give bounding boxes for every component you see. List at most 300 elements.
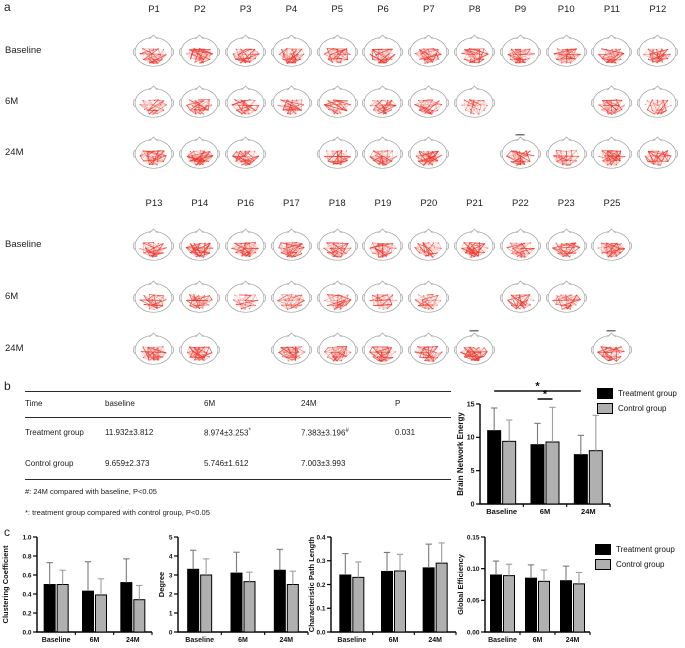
brain-topology-head <box>131 134 176 172</box>
timepoint-row-label: 6M <box>5 291 19 302</box>
x-tick-label: 6M <box>388 637 399 644</box>
y-tick-label: 0 <box>470 501 475 509</box>
head-cell-p5-6m <box>315 83 360 126</box>
nose <box>516 137 524 141</box>
footnote-hash: #: 24M compared with baseline, P<0.05 <box>25 487 157 496</box>
x-tick-label: 6M <box>532 637 543 644</box>
network-edges <box>233 151 259 165</box>
nose <box>471 229 479 233</box>
bar <box>436 563 447 632</box>
head-cell-p21-24m <box>452 330 497 373</box>
nose <box>196 229 204 233</box>
chart-characteristic-path-length <box>307 526 458 648</box>
network-edges <box>462 100 487 115</box>
bar <box>504 576 515 632</box>
y-tick-label: 5 <box>470 467 475 475</box>
bar <box>134 600 145 632</box>
x-tick-label: Baseline <box>337 637 367 644</box>
patient-column-header: P10 <box>557 4 575 15</box>
table-cell: 0.031 <box>395 428 416 438</box>
brain-topology-head <box>406 226 451 264</box>
brain-topology-head <box>589 32 634 70</box>
network-edges <box>324 295 350 310</box>
nose <box>287 229 295 233</box>
patient-column-header: P1 <box>148 4 160 15</box>
head-cell-p9-baseline <box>498 32 543 75</box>
brain-topology-head <box>589 83 634 121</box>
brain-topology-head <box>131 330 176 368</box>
patient-column-header: P8 <box>468 4 481 15</box>
brain-topology-head <box>360 226 405 264</box>
network-edges <box>645 100 671 114</box>
brain-topology-head <box>635 32 680 70</box>
nose <box>654 137 662 141</box>
network-edges <box>462 49 488 63</box>
network-edges <box>415 100 442 114</box>
head-cell-p9-24m <box>498 134 543 177</box>
brain-topology-head <box>498 134 543 172</box>
brain-topology-head <box>452 83 497 121</box>
brain-topology-head <box>269 226 314 264</box>
head-cell-p2-24m <box>177 134 222 177</box>
head-cell-p17-24m <box>269 330 314 373</box>
head-cell-p3-baseline <box>223 32 268 75</box>
nose <box>196 333 204 337</box>
nose <box>196 281 204 285</box>
network-edges <box>645 151 671 165</box>
table-cell: 5.746±1.612 <box>204 458 249 468</box>
patient-column-header: P20 <box>420 198 438 209</box>
bar <box>531 445 544 504</box>
nose <box>150 137 158 141</box>
network-edges <box>324 100 350 114</box>
brain-topology-head <box>589 226 634 264</box>
nose <box>562 137 570 141</box>
nose <box>425 333 433 337</box>
network-edges <box>553 49 579 63</box>
x-tick-label: 6M <box>539 507 551 516</box>
panel-c-label: c <box>4 525 10 539</box>
brain-topology-head <box>635 134 680 172</box>
network-edges <box>415 295 440 310</box>
network-edges <box>141 151 167 165</box>
bar <box>57 585 68 633</box>
timepoint-row-label: Baseline <box>5 239 42 250</box>
y-tick-label: 1.0 <box>22 534 32 542</box>
network-edges <box>599 49 624 63</box>
nose <box>516 35 524 39</box>
legend-label: Treatment group <box>618 389 677 398</box>
brain-topology-head <box>223 83 268 121</box>
nose <box>333 86 341 90</box>
brain-topology-head <box>177 134 222 172</box>
brain-topology-head <box>544 32 589 70</box>
network-edges <box>552 295 580 309</box>
brain-topology-head <box>452 226 497 264</box>
patient-column-header: P9 <box>514 4 527 15</box>
table-row <box>25 418 451 449</box>
head-cell-p20-6m <box>406 278 451 321</box>
y-tick-label: 0.6 <box>22 572 32 580</box>
head-cell-p7-baseline <box>406 32 451 75</box>
nose <box>150 281 158 285</box>
brain-topology-head <box>177 32 222 70</box>
y-axis-label: Brain Network Energy <box>456 412 465 496</box>
y-axis-label: Clustering Coefficient <box>1 545 10 624</box>
network-edges <box>324 347 350 361</box>
head-cell-p3-24m <box>223 134 268 177</box>
x-tick-label: Baseline <box>41 637 71 644</box>
x-tick-label: Baseline <box>185 637 215 644</box>
network-edges <box>462 243 488 258</box>
patient-column-header: P4 <box>285 4 298 15</box>
brain-topology-head <box>177 83 222 121</box>
stats-table <box>25 391 451 480</box>
chart-clustering-coefficient <box>0 526 158 648</box>
y-tick-label: 0.4 <box>22 591 32 599</box>
network-edges <box>140 49 166 64</box>
network-edges <box>371 49 396 63</box>
head-cell-p14-baseline <box>177 226 222 269</box>
y-tick-label: 0.10 <box>466 565 480 573</box>
head-cell-p6-24m <box>360 134 405 177</box>
network-edges <box>370 347 396 362</box>
network-edges <box>233 49 259 63</box>
head-cell-p17-6m <box>269 278 314 321</box>
bar <box>574 584 585 632</box>
head-cell-p1-24m <box>131 134 176 177</box>
network-edges <box>188 151 213 165</box>
y-axis-label: Global Efficiency <box>456 554 465 615</box>
timepoint-row-label: 6M <box>5 96 19 107</box>
nose <box>425 229 433 233</box>
bar <box>491 575 502 632</box>
bar <box>353 577 364 632</box>
nose <box>471 86 479 90</box>
nose <box>425 137 433 141</box>
head-cell-p13-6m <box>131 278 176 321</box>
head-cell-p23-6m <box>544 278 589 321</box>
y-tick-label: 4 <box>168 553 173 561</box>
nose <box>425 35 433 39</box>
head-cell-p8-6m <box>452 83 497 126</box>
head-cell-p21-baseline <box>452 226 497 269</box>
head-cell-p20-baseline <box>406 226 451 269</box>
head-cell-p25-24m <box>589 330 634 373</box>
panel-a-label: a <box>4 0 11 14</box>
bar <box>121 583 132 632</box>
brain-topology-head <box>315 278 360 316</box>
network-edges <box>278 100 304 114</box>
table-cell <box>395 449 451 480</box>
patient-column-header: P18 <box>328 198 346 209</box>
table-cell: 7.383±3.196# <box>301 428 349 438</box>
brain-topology-head <box>360 32 405 70</box>
bar <box>287 585 298 633</box>
table-header-cell: 24M <box>301 392 395 418</box>
nose <box>242 86 250 90</box>
table-cell: Treatment group <box>25 428 84 438</box>
head-cell-p13-baseline <box>131 226 176 269</box>
head-cell-p18-baseline <box>315 226 360 269</box>
chart-degree <box>158 526 310 648</box>
network-edges <box>552 243 579 257</box>
network-edges <box>279 243 304 258</box>
brain-topology-head <box>589 134 634 172</box>
brain-topology-head <box>452 32 497 70</box>
bar <box>274 570 285 632</box>
timepoint-row-label: Baseline <box>5 45 42 56</box>
head-cell-p4-baseline <box>269 32 314 75</box>
y-axis-label: Degree <box>157 571 166 598</box>
head-cell-p5-24m <box>315 134 360 177</box>
network-edges <box>233 295 257 309</box>
head-cell-p7-6m <box>406 83 451 126</box>
patient-column-header: P22 <box>511 198 529 209</box>
nose <box>196 35 204 39</box>
y-tick-label: 0.2 <box>316 581 326 589</box>
head-cell-p8-baseline <box>452 32 497 75</box>
y-tick-label: 1 <box>168 610 173 618</box>
legend-label: Control group <box>618 404 667 413</box>
bar <box>201 575 212 632</box>
y-tick-label: 5 <box>168 534 173 542</box>
network-edges <box>507 243 534 258</box>
brain-topology-head <box>131 226 176 264</box>
footnote-star: *: treatment group compared with control group, P<0.05 <box>25 508 210 517</box>
network-edges <box>553 151 578 166</box>
patient-column-header: P12 <box>649 4 667 15</box>
head-cell-p12-6m <box>635 83 680 126</box>
network-edges <box>188 347 213 361</box>
brain-topology-head <box>360 83 405 121</box>
nose <box>333 35 341 39</box>
patient-column-header: P11 <box>603 4 621 15</box>
network-edges <box>415 347 442 362</box>
network-edges <box>508 49 534 63</box>
table-cell: 8.974±3.253* <box>204 428 251 438</box>
y-tick-label: 0.00 <box>466 629 480 637</box>
brain-topology-head <box>498 278 543 316</box>
x-tick-label: Baseline <box>488 637 517 644</box>
network-edges <box>371 100 396 114</box>
head-cell-p12-baseline <box>635 32 680 75</box>
brain-topology-head <box>360 278 405 316</box>
nose <box>654 86 662 90</box>
head-cell-p25-baseline <box>589 226 634 269</box>
nose <box>379 281 387 285</box>
head-cell-p16-baseline <box>223 226 268 269</box>
network-edges <box>323 243 350 257</box>
nose <box>150 229 158 233</box>
head-cell-p4-6m <box>269 83 314 126</box>
nose <box>379 35 387 39</box>
head-cell-p22-baseline <box>498 226 543 269</box>
nose <box>608 229 616 233</box>
head-cell-p6-baseline <box>360 32 405 75</box>
bars-treatment <box>491 561 572 632</box>
network-edges <box>598 347 625 362</box>
nose <box>608 35 616 39</box>
patient-column-header: P2 <box>193 4 206 15</box>
x-tick-label: 6M <box>238 637 248 644</box>
x-tick-label: 6M <box>89 637 100 644</box>
brain-topology-head <box>315 134 360 172</box>
network-edges <box>416 151 441 165</box>
head-cell-p22-6m <box>498 278 543 321</box>
bar <box>503 441 516 504</box>
y-tick-label: 0.3 <box>316 558 326 566</box>
table-cell: 9.659±2.373 <box>105 458 150 468</box>
tiny-annotation <box>607 330 616 331</box>
x-tick-label: 24M <box>279 637 294 644</box>
brain-topology-head <box>315 330 360 368</box>
nose <box>333 137 341 141</box>
chart-global-efficiency <box>458 526 598 648</box>
network-edges <box>599 100 624 115</box>
nose <box>471 35 479 39</box>
head-cell-p5-baseline <box>315 32 360 75</box>
brain-topology-head <box>269 330 314 368</box>
brain-topology-head <box>131 278 176 316</box>
nose <box>150 86 158 90</box>
network-edges <box>187 295 213 309</box>
nose <box>516 281 524 285</box>
timepoint-row-label: 24M <box>5 147 24 158</box>
head-cell-p16-6m <box>223 278 268 321</box>
table-cell: 7.003±3.993 <box>301 458 346 468</box>
patient-column-header: P21 <box>466 198 484 209</box>
nose <box>287 35 295 39</box>
y-tick-label: 0.1 <box>316 605 326 613</box>
patient-column-header: P25 <box>603 198 621 209</box>
brain-topology-head <box>223 278 268 316</box>
nose <box>287 281 295 285</box>
network-edges <box>140 100 166 114</box>
brain-topology-head <box>406 83 451 121</box>
brain-topology-head <box>269 278 314 316</box>
x-tick-label: Baseline <box>486 507 518 516</box>
network-edges <box>644 49 670 63</box>
network-edges <box>508 295 534 309</box>
brain-topology-head <box>498 32 543 70</box>
head-cell-p18-24m <box>315 330 360 373</box>
brain-topology-head <box>131 32 176 70</box>
table-header-cell: baseline <box>105 392 204 418</box>
brain-topology-head <box>406 330 451 368</box>
nose <box>287 86 295 90</box>
head-cell-p14-24m <box>177 330 222 373</box>
nose <box>608 86 616 90</box>
bar <box>488 431 501 504</box>
nose <box>608 137 616 141</box>
nose <box>333 333 341 337</box>
bar <box>574 455 587 504</box>
patient-column-header: P14 <box>191 198 209 209</box>
head-cell-p19-baseline <box>360 226 405 269</box>
network-edges <box>140 295 166 310</box>
y-axis-label: Characteristic Path Length <box>307 536 316 633</box>
network-edges <box>232 243 258 257</box>
brain-topology-head <box>315 226 360 264</box>
tiny-annotation <box>470 330 479 331</box>
brain-topology-head <box>223 226 268 264</box>
head-cell-p14-6m <box>177 278 222 321</box>
patient-column-header: P19 <box>374 198 392 209</box>
patient-column-header: P13 <box>145 198 163 209</box>
table-header-cell: Time <box>25 392 105 418</box>
bar <box>382 571 393 632</box>
network-edges <box>140 243 166 257</box>
y-tick-label: 0.4 <box>316 534 326 542</box>
nose <box>562 229 570 233</box>
x-tick-label: 24M <box>428 637 442 644</box>
nose <box>379 229 387 233</box>
network-edges <box>370 243 396 257</box>
brain-topology-head <box>315 32 360 70</box>
head-cell-p6-6m <box>360 83 405 126</box>
legend-item <box>595 544 675 555</box>
brain-topology-head <box>269 83 314 121</box>
nose <box>242 281 250 285</box>
legend-label: Control group <box>616 560 665 569</box>
network-edges <box>461 347 488 360</box>
brain-topology-head <box>223 32 268 70</box>
legend-panel-c <box>595 544 675 574</box>
head-cell-p12-24m <box>635 134 680 177</box>
panel-b-label: b <box>4 379 11 393</box>
patient-column-header: P3 <box>239 4 252 15</box>
y-tick-label: 0.0 <box>316 629 326 637</box>
nose <box>242 35 250 39</box>
nose <box>562 35 570 39</box>
statistics-table <box>25 391 451 480</box>
network-edges <box>277 295 304 310</box>
brain-topology-head <box>635 83 680 121</box>
nose <box>242 137 250 141</box>
timepoint-row-label: 24M <box>5 343 24 354</box>
y-tick-label: 0.8 <box>22 553 32 561</box>
x-tick-label: 24M <box>565 637 580 644</box>
head-cell-p11-24m <box>589 134 634 177</box>
table-header-cell: P <box>395 392 451 418</box>
brain-topology-head <box>131 83 176 121</box>
patient-column-header: P17 <box>282 198 300 209</box>
y-tick-label: 0 <box>168 629 173 637</box>
y-tick-label: 0.15 <box>466 534 480 542</box>
nose <box>608 333 616 337</box>
nose <box>150 35 158 39</box>
network-edges <box>142 347 167 361</box>
x-tick-label: 24M <box>581 507 596 516</box>
bar <box>423 568 434 632</box>
brain-topology-head <box>406 278 451 316</box>
nose <box>196 86 204 90</box>
network-edges <box>506 151 533 165</box>
head-cell-p23-baseline <box>544 226 589 269</box>
network-edges <box>279 347 305 361</box>
y-tick-label: 2 <box>168 591 173 599</box>
network-edges <box>187 49 213 63</box>
network-edges <box>598 243 625 257</box>
network-edges <box>232 100 259 114</box>
head-cell-p7-24m <box>406 134 451 177</box>
y-tick-label: 0.05 <box>466 597 480 605</box>
nose <box>379 333 387 337</box>
head-cell-p19-24m <box>360 330 405 373</box>
bar <box>561 581 572 632</box>
bar <box>546 442 559 504</box>
